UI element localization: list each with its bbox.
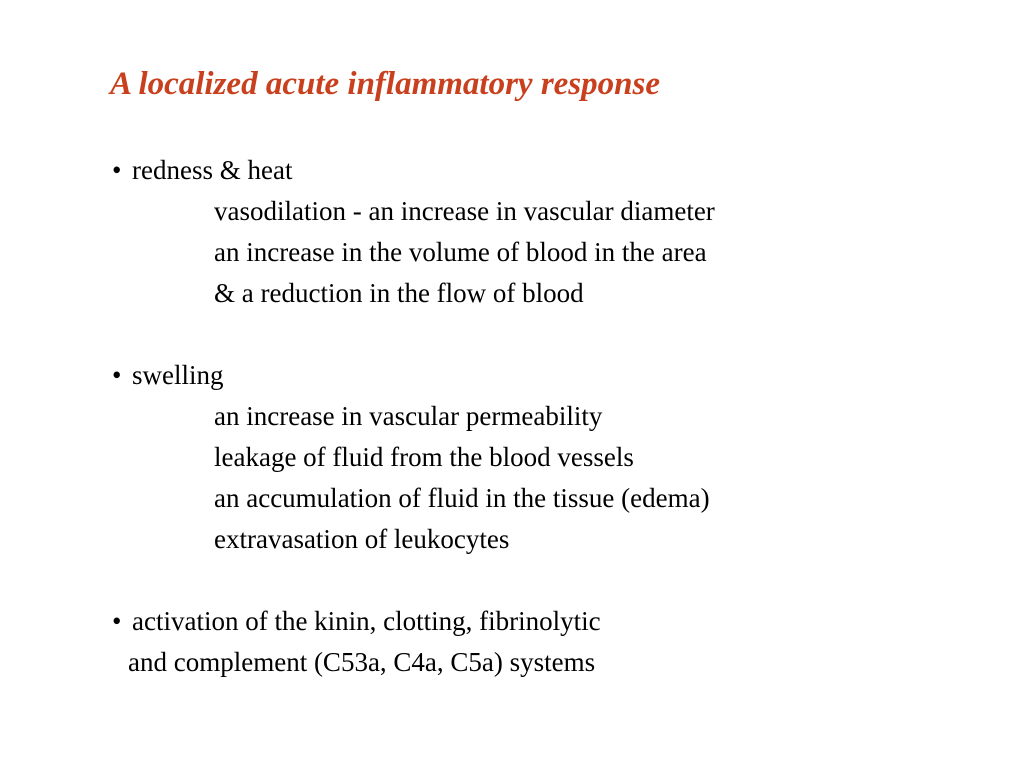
slide-title: A localized acute inflammatory response bbox=[110, 66, 660, 102]
sub-line: extravasation of leukocytes bbox=[214, 524, 510, 554]
sub-line: an increase in vascular permeability bbox=[214, 401, 603, 431]
slide-content bbox=[112, 150, 715, 683]
continuation-line: and complement (C53a, C4a, C5a) systems bbox=[128, 647, 596, 677]
bullet-heading: activation of the kinin, clotting, fibrinolytic bbox=[132, 606, 601, 636]
bullet-heading: swelling bbox=[132, 360, 224, 390]
sub-line: & a reduction in the flow of blood bbox=[214, 278, 584, 308]
bullet-marker: • bbox=[112, 155, 122, 185]
sub-line: vasodilation - an increase in vascular diameter bbox=[214, 196, 715, 226]
bullet-item bbox=[112, 601, 715, 642]
section-redness-heat bbox=[112, 150, 715, 314]
section-swelling bbox=[112, 355, 715, 560]
sub-line: an increase in the volume of blood in the area bbox=[214, 237, 707, 267]
bullet-marker: • bbox=[112, 606, 122, 636]
sub-line: leakage of fluid from the blood vessels bbox=[214, 442, 634, 472]
bullet-heading: redness & heat bbox=[132, 155, 293, 185]
bullet-marker: • bbox=[112, 360, 122, 390]
sub-line: an accumulation of fluid in the tissue (edema) bbox=[214, 483, 710, 513]
bullet-item bbox=[112, 150, 715, 191]
bullet-item bbox=[112, 355, 715, 396]
section-activation bbox=[112, 601, 715, 683]
